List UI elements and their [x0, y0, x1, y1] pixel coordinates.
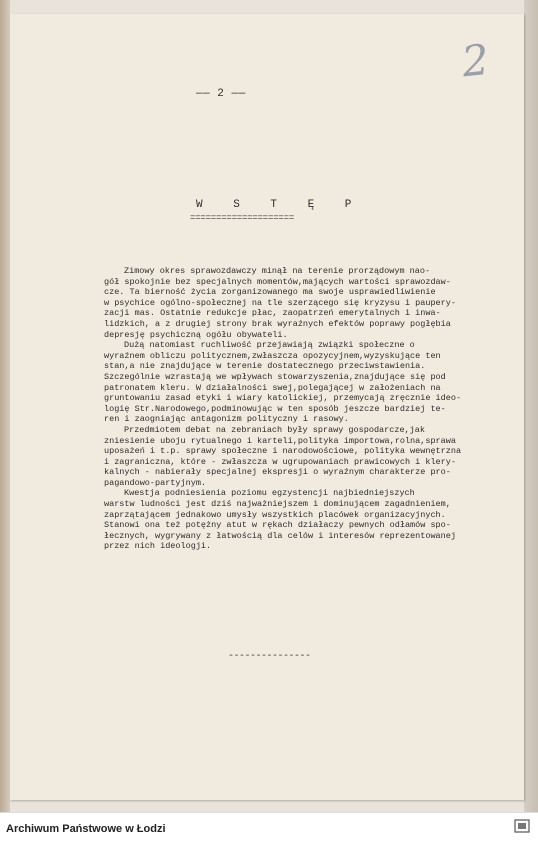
- text-line: warstw ludności jest dziś najważniejszem i dominującem zagadnieniem,: [104, 499, 451, 510]
- text-line: cze. Ta bierność życia zorganizowanego ma swoje usprawiedliwienie: [104, 287, 436, 298]
- text-line: uposażeń i t.p. sprawy społeczne i narodowościowe, polityka wewnętrzna: [104, 446, 462, 457]
- page-number: —— 2 ——: [196, 88, 246, 100]
- paragraph: [104, 425, 504, 489]
- text-line: Przedmiotem debat na zebraniach były sprawy gospodarcze,jak: [124, 424, 425, 435]
- text-line: łecznych, wygrywany z łatwością dla celów i interesów reprezentowanej: [104, 530, 456, 541]
- paragraph: [104, 340, 504, 425]
- title-underline: ====================: [190, 213, 295, 223]
- text-line: stan,a nie znajdujące w terenie dostatecznego przeciwstawienia.: [104, 361, 426, 372]
- text-line: i zagraniczna, które - zwłaszcza w ugrupowaniach prawicowych i klery-: [104, 456, 456, 467]
- text-line: pagandowo-partyjnym.: [104, 477, 207, 488]
- text-line: lidzkich, a z drugiej strony brak wyraźnych efektów poprawy pogłębia: [104, 318, 451, 329]
- text-line: gół spokojnie bez specjalnych momentów,mających wartości sprawozdaw-: [104, 276, 451, 287]
- archive-footer: [0, 812, 538, 841]
- closing-rule: ---------------: [228, 651, 311, 662]
- paragraph: [104, 488, 504, 552]
- page-binding-edge: [0, 0, 10, 812]
- text-line: zaprzątającem jednakowo umysły wszystkich placówek organizacyjnych.: [104, 509, 446, 520]
- text-line: kalnych - nabierały specjalnej ekspresji o wyraźnym charakterze pro-: [104, 467, 451, 478]
- text-line: Kwestja podniesienia poziomu egzystencji najbiedniejszych: [124, 488, 415, 499]
- text-line: ren i zaogniając antagonizm polityczny i rasowy.: [104, 414, 349, 425]
- text-line: wyraźnem obliczu politycznem,zwłaszcza opozycyjnem,wyzyskujące ten: [104, 350, 441, 361]
- archive-logo-icon: [514, 819, 530, 833]
- handwritten-page-number: 2: [459, 34, 492, 87]
- text-line: zacji mas. Ostatnie redukcje płac, zaopatrzeń emerytalnych i inwa-: [104, 308, 441, 319]
- text-line: przez nich ideologji.: [104, 541, 212, 552]
- text-line: Szczególnie wzrastają we wpływach stowarzyszenia,znajdujące się pod: [104, 371, 446, 382]
- document-body: [104, 266, 504, 552]
- paragraph: [104, 266, 504, 340]
- archive-label: Archiwum Państwowe w Łodzi: [6, 823, 166, 835]
- text-line: gruntowaniu zasad etyki i wiary katolickiej, przemycają zręcznie ideo-: [104, 393, 462, 404]
- text-line: patronatem kleru. W działalności swej,polegającej w założeniach na: [104, 382, 441, 393]
- text-line: Zimowy okres sprawozdawczy minął na terenie prorządowym nao-: [124, 266, 431, 276]
- text-line: Dużą natomiast ruchliwość przejawiają związki społeczne o: [124, 340, 415, 351]
- text-line: logię Str.Narodowego,podminowując w ten sposób jeszcze bardziej te-: [104, 403, 446, 414]
- text-line: depresję psychiczną ogółu obywateli.: [104, 329, 288, 340]
- text-line: w psychice ogólno-społecznej na tle szerzącego się kryzysu i paupery-: [104, 297, 456, 308]
- text-line: Stanowi ona też potężny atut w rękach działaczy pewnych odłamów spo-: [104, 520, 451, 531]
- document-title: W S T Ę P: [196, 199, 364, 211]
- scan-right-edge: [524, 0, 538, 812]
- text-line: zniesienie uboju rytualnego i karteli,polityka importowa,rolna,sprawa: [104, 435, 456, 446]
